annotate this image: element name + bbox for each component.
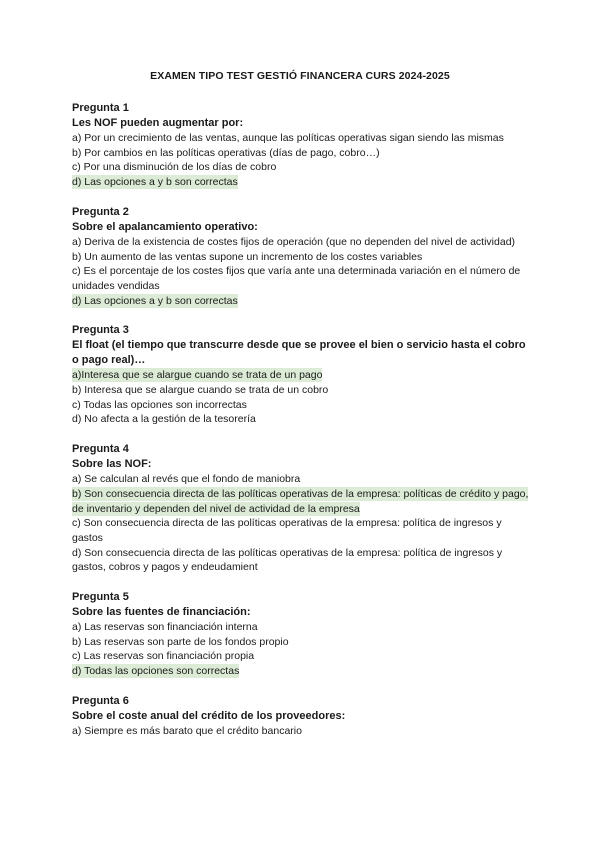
question-number: Pregunta 1 [72,102,129,114]
question-number: Pregunta 6 [72,694,129,707]
answer-option-text: b) Son consecuencia directa de las políticas operativas de la empresa: políticas de crédito y pago, de inventario y dependen del nivel de actividad de la empresa [72,487,529,515]
correct-answer-option [72,368,534,383]
question-text: Les NOF pueden augmentar por: [72,117,244,129]
answer-option [72,472,534,487]
answer-option-text: a) Siempre es más barato que el crédito bancario [72,724,302,737]
answer-option-text: a) Deriva de la existencia de costes fijos de operación (que no dependen del nivel de actividad) [72,235,516,248]
answer-option [72,649,534,664]
answer-option [72,146,534,161]
answer-option-text: c) Son consecuencia directa de las políticas operativas de la empresa: política de ingresos y gastos [72,517,502,544]
answer-option-text: c) Las reservas son financiación propia [72,650,255,663]
answer-option-text: c) Es el porcentaje de los costes fijos que varía ante una determinada variación en el número de unidades vendidas [72,265,521,292]
correct-answer-option [72,487,534,516]
question-number: Pregunta 2 [72,205,129,218]
answer-option [72,250,534,265]
answer-option [72,516,534,545]
question-number: Pregunta 3 [72,324,129,337]
answer-option-text: d) Las opciones a y b son correctas [72,176,238,189]
answer-option [72,620,534,635]
answer-option-text: b) Interesa que se alargue cuando se trata de un cobro [72,384,329,397]
answer-option-text: d) Son consecuencia directa de las políticas operativas de la empresa: política de ingresos y gastos, cobros y pagos y endeudamient [72,546,503,574]
answer-option-text: a) Por un crecimiento de las ventas, aunque las políticas operativas sigan siendo las mismas [72,132,504,144]
questions-list [72,101,534,754]
correct-answer-option [72,294,534,309]
answer-option [72,398,534,413]
answer-option [72,383,534,398]
question-text: Sobre las NOF: [72,458,152,471]
question-block [72,694,534,739]
question-block [72,442,534,575]
question-number: Pregunta 4 [72,443,129,456]
answer-option [72,635,534,650]
question-text: Sobre el apalancamiento operativo: [72,220,258,233]
question-block [72,323,534,427]
answer-option-text: a) Se calculan al revés que el fondo de maniobra [72,473,301,486]
question-block [72,590,534,679]
question-number: Pregunta 5 [72,591,129,604]
answer-option-text: d) No afecta a la gestión de la tesorería [72,413,256,426]
answer-option [72,160,534,175]
answer-option [72,235,534,250]
question-block [72,205,534,309]
question-block [72,101,534,190]
answer-option [72,131,534,146]
answer-option-text: c) Todas las opciones son incorrectas [72,398,247,411]
answer-option-text: d) Las opciones a y b son correctas [72,294,238,307]
answer-option-text: a)Interesa que se alargue cuando se trata de un pago [72,369,323,382]
answer-option-text: c) Por una disminución de los días de cobro [72,161,277,174]
answer-option [72,724,534,739]
correct-answer-option [72,664,534,679]
correct-answer-option [72,175,534,190]
answer-option [72,546,534,575]
answer-option [72,412,534,427]
question-text: El float (el tiempo que transcurre desde que se provee el bien o servicio hasta el cobro o pago real)… [72,339,526,367]
answer-option-text: d) Todas las opciones son correctas [72,665,240,678]
answer-option-text: b) Por cambios en las políticas operativas (días de pago, cobro…) [72,146,380,159]
answer-option-text: b) Un aumento de las ventas supone un incremento de los costes variables [72,250,423,263]
answer-option-text: b) Las reservas son parte de los fondos propio [72,635,289,648]
answer-option-text: a) Las reservas son financiación interna [72,621,258,634]
document-title: EXAMEN TIPO TEST GESTIÓ FINANCERA CURS 2024-2025 [150,70,450,82]
answer-option [72,264,534,293]
question-text: Sobre el coste anual del crédito de los proveedores: [72,709,346,722]
question-text: Sobre las fuentes de financiación: [72,606,251,619]
